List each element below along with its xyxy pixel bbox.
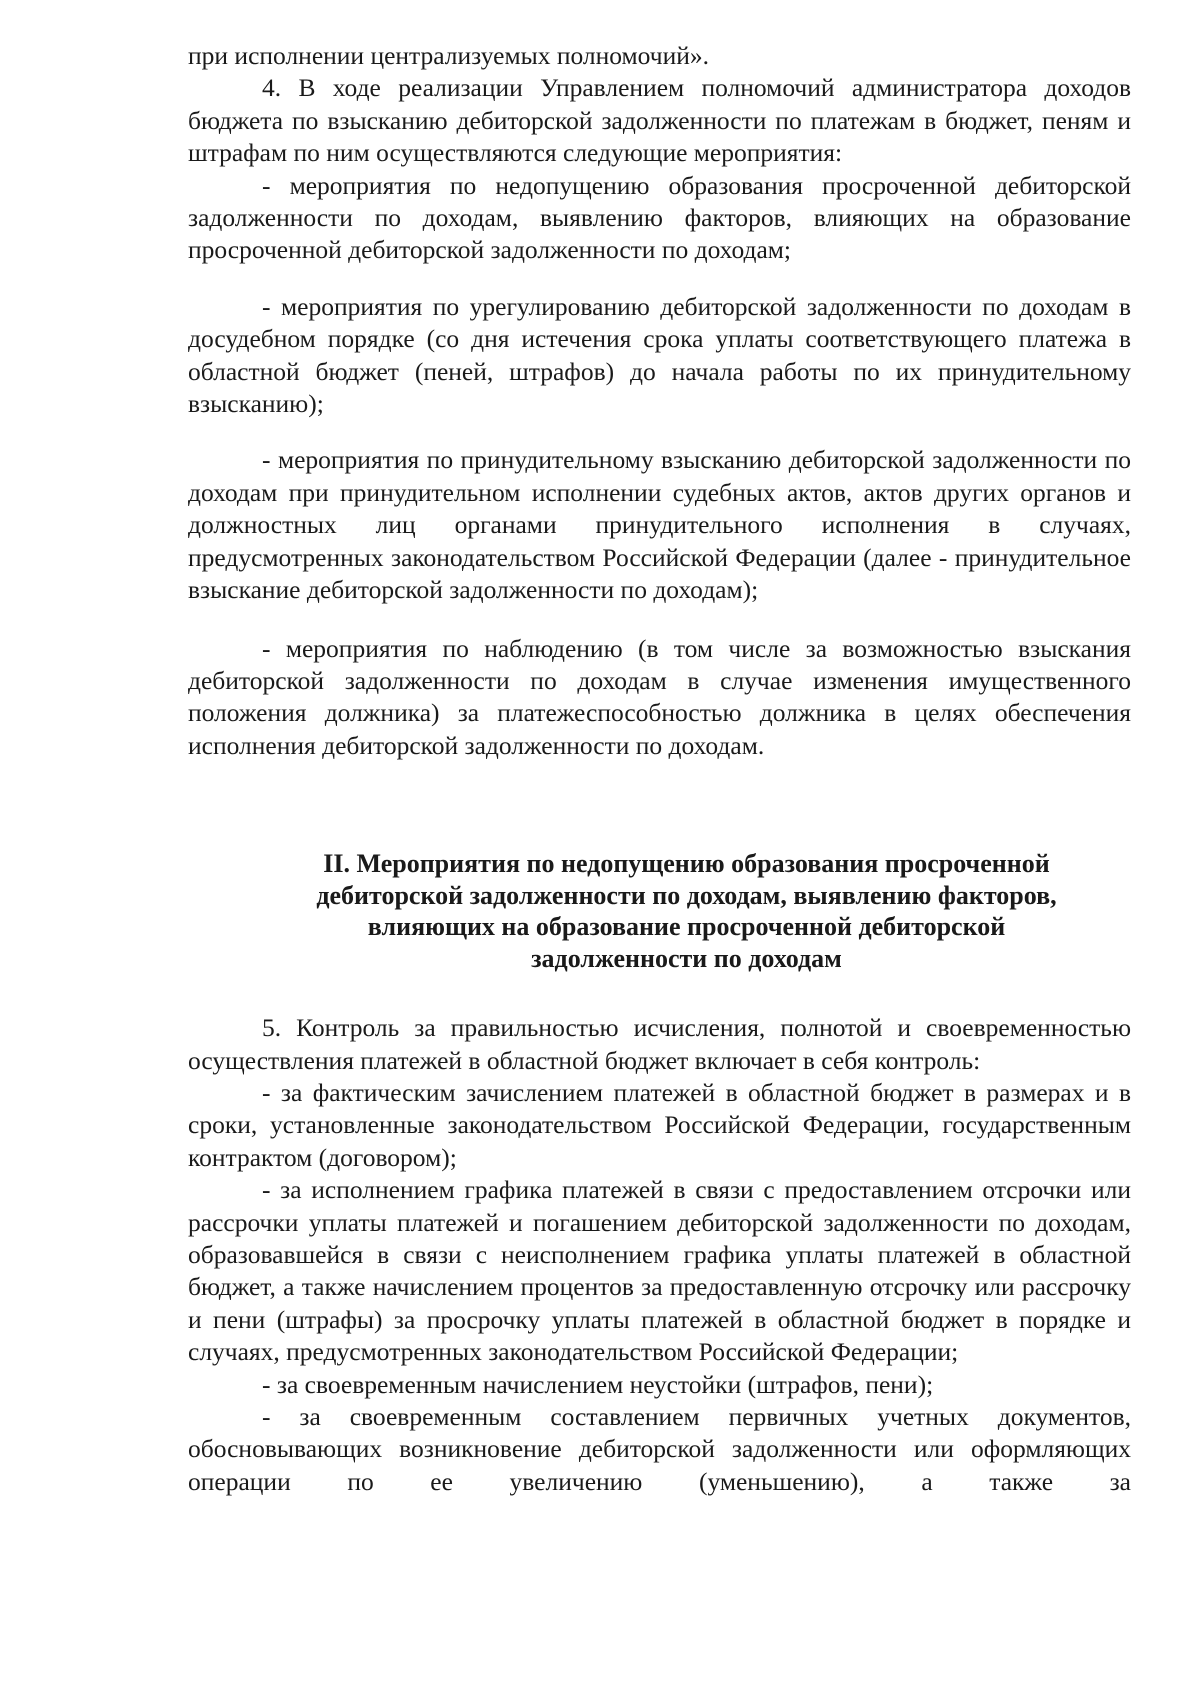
section-title-line: дебиторской задолженности по доходам, выявлению факторов,: [316, 880, 1057, 910]
section-title-line: задолженности по доходам: [531, 943, 842, 973]
list-item-primary-documents: - за своевременным составлением первичных учетных документов, обосновывающих возникновение дебиторской задолженности или оформляющих операции по ее увеличению (уменьшению), а также за: [188, 1402, 1131, 1496]
list-item-pretrial-settlement: - мероприятия по урегулированию дебиторской задолженности по доходам в досудебном порядке (со дня истечения срока уплаты соответствующего платежа в областной бюджет (пеней, штрафов) до начала работы по их принудительному взысканию);: [188, 291, 1131, 419]
section-title-line: II. Мероприятия по недопущению образования просроченной: [323, 849, 1050, 879]
list-item-payment-schedule: - за исполнением графика платежей в связи с предоставлением отсрочки или рассрочки уплаты платежей и погашением дебиторской задолженности по доходам, образовавшейся в связи с неисполнением графика уплаты платежей в областной бюджет, а также начислением процентов за предоставленную отсрочку или рассрочку и пени (штрафы) за просрочку уплаты платежей в областной бюджет в порядке и случаях, предусмотренных законодательством Российской Федерации;: [188, 1175, 1131, 1367]
list-item-forced-collection: - мероприятия по принудительному взысканию дебиторской задолженности по доходам при принудительном исполнении судебных актов, актов других органов и должностных лиц органами принудительного исполнения в случаях, предусмотренных законодательством Российской Федерации (далее - принудительное взыскание дебиторской задолженности по доходам);: [188, 445, 1131, 605]
list-item-penalty-accrual: - за своевременным начислением неустойки (штрафов, пени);: [262, 1369, 934, 1399]
paragraph-item-5: 5. Контроль за правильностью исчисления, полнотой и своевременностью осуществления платежей в областной бюджет включает в себя контроль:: [188, 1013, 1131, 1075]
list-item-prevention: - мероприятия по недопущению образования просроченной дебиторской задолженности по доходам, выявлению факторов, влияющих на образование просроченной дебиторской задолженности по доходам;: [188, 170, 1131, 265]
page-content: [188, 40, 1131, 1498]
paragraph-item-4: 4. В ходе реализации Управлением полномочий администратора доходов бюджета по взысканию дебиторской задолженности по платежам в бюджет, пеням и штрафам по ним осуществляются следующие мероприятия:: [188, 73, 1131, 168]
section-title-line: влияющих на образование просроченной дебиторской: [367, 912, 1006, 942]
list-item-actual-crediting: - за фактическим зачислением платежей в областной бюджет в размерах и в сроки, установленные законодательством Российской Федерации, государственным контрактом (договором);: [188, 1077, 1131, 1172]
paragraph-continuation: при исполнении централизуемых полномочий».: [188, 41, 710, 70]
list-item-monitoring: - мероприятия по наблюдению (в том числе за возможностью взыскания дебиторской задолженности по доходам в случае изменения имущественного положения должника) за платежеспособностью должника в целях обеспечения исполнения дебиторской задолженности по доходам.: [188, 633, 1131, 760]
section-title: [188, 848, 1131, 974]
